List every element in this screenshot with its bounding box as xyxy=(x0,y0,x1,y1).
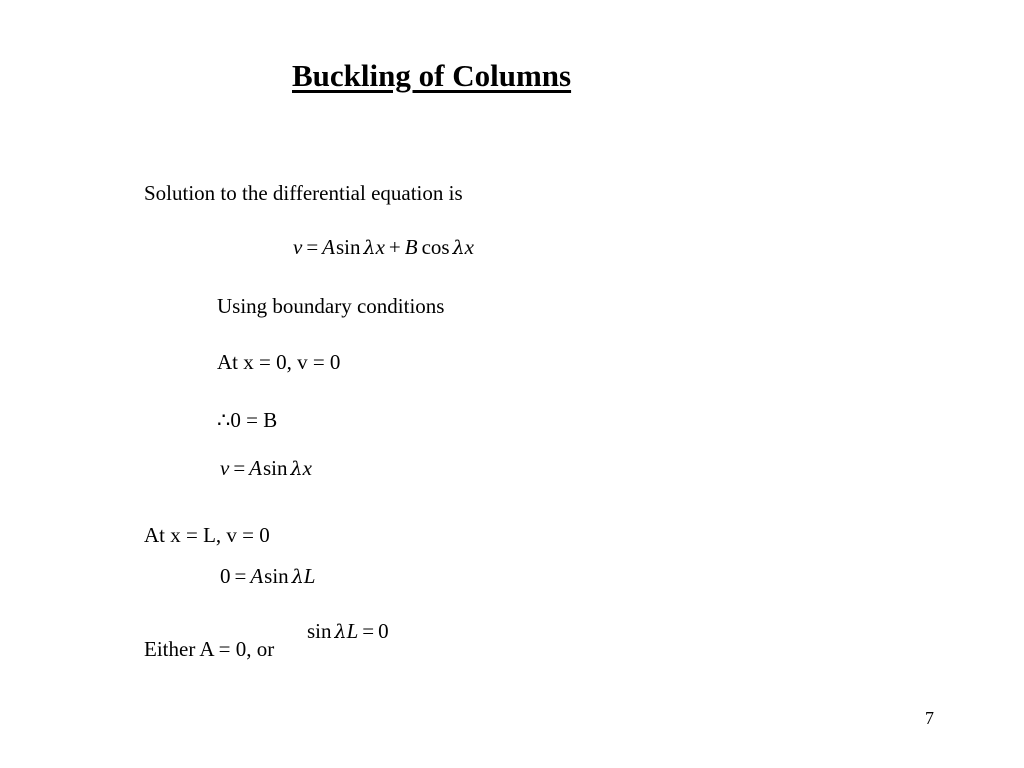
equation-sin-zero xyxy=(307,619,389,644)
eq-sin: sin xyxy=(336,235,361,259)
eq-equals: = xyxy=(234,564,247,588)
equation-reduced xyxy=(220,456,312,481)
eq-sin: sin xyxy=(264,564,289,588)
result-b-text: 0 = B xyxy=(230,408,278,432)
equation-general-solution xyxy=(293,235,474,260)
eq-sin: sin xyxy=(263,456,288,480)
boundary-condition-2: At x = L, v = 0 xyxy=(144,523,270,547)
eq-A: A xyxy=(250,564,264,588)
eq-cos: cos xyxy=(421,235,450,259)
boundary-heading: Using boundary conditions xyxy=(217,294,445,318)
eq-A: A xyxy=(249,456,262,480)
eq-v: v xyxy=(220,456,230,480)
eq-L: L xyxy=(303,564,316,588)
eq-lambda: λ xyxy=(363,237,376,259)
eq-lambda-2: λ xyxy=(452,237,465,259)
eq-equals: = xyxy=(306,235,319,259)
eq-lambda: λ xyxy=(334,621,347,643)
eq-sin: sin xyxy=(307,619,332,643)
eq-x: x xyxy=(302,456,312,480)
eq-L: L xyxy=(346,619,359,643)
eq-lambda: λ xyxy=(291,566,304,588)
slide-title: Buckling of Columns xyxy=(292,58,572,93)
either-text: Either A = 0, or xyxy=(144,637,275,661)
therefore-icon: ∴ xyxy=(217,408,231,432)
page-number: 7 xyxy=(925,708,934,728)
result-b-zero xyxy=(217,408,277,433)
eq-B: B xyxy=(404,235,418,259)
intro-text: Solution to the differential equation is xyxy=(144,181,463,205)
eq-zero: 0 xyxy=(378,619,389,643)
eq-A: A xyxy=(322,235,335,259)
eq-equals: = xyxy=(362,619,375,643)
eq-plus: + xyxy=(388,235,401,259)
eq-equals: = xyxy=(233,456,246,480)
eq-x: x xyxy=(375,235,385,259)
eq-zero: 0 xyxy=(220,564,231,588)
eq-x-2: x xyxy=(464,235,474,259)
boundary-condition-1: At x = 0, v = 0 xyxy=(217,350,341,374)
eq-lambda: λ xyxy=(290,458,303,480)
eq-v: v xyxy=(293,235,303,259)
equation-at-L xyxy=(220,564,315,589)
